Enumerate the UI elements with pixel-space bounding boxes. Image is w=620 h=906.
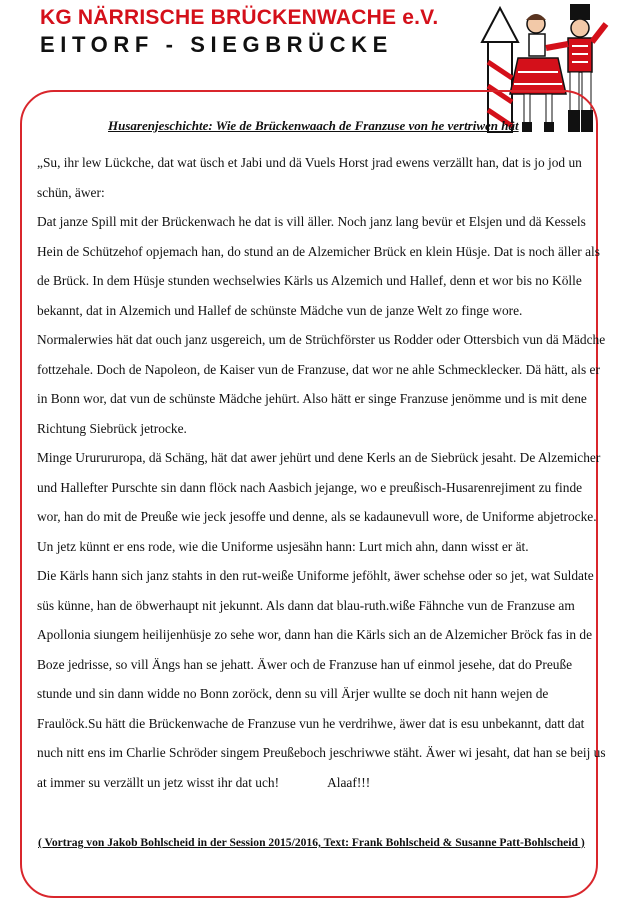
text-line: Die Kärls hann sich janz stahts in den rut-weiße Uniforme jeföhlt, äwer schehse oder so jet, wat Suldate — [37, 568, 594, 583]
text-line: Dat janze Spill mit der Brückenwach he dat is vill äller. Noch janz lang bevür et Elsjen und dä Kessels — [37, 214, 586, 229]
text-line: de Brück. In dem Hüsje stunden wechselwies Kärls us Alzemich und Hallef, denn et wor bis no Kölle — [37, 273, 582, 288]
text-line-final — [37, 768, 585, 798]
club-name: KG NÄRRISCHE BRÜCKENWACHE e.V. — [40, 6, 439, 29]
text-line: Apollonia siungem heilijenhüsje zo sehe wor, dann han die Kärls sich an de Alzemicher Bröck fas in de — [37, 627, 593, 642]
text-line: Hein de Schützehof opjemach han, do stund an de Alzemicher Brück en klein Hüsje. Dat is noch äller als — [37, 243, 600, 259]
text-line: Un jetz künnt er ens rode, wie die Uniforme usjesähn hann: Lurt mich ahn, dann wisst er ät. — [37, 538, 529, 554]
text-line: und Hallefter Purschte sin dann flöck nach Aasbich jejange, wo e preußisch-Husarenrejiment zu finde — [37, 479, 583, 495]
text-line: bekannt, dat in Alzemich und Hallef de schünste Mädche vun de janze Welt zo finge wore. — [37, 302, 523, 318]
text-line: in Bonn wor, dat vun de schünste Mädche jehürt. Also hätt er singe Franzuse jenömme und is mit dene — [37, 391, 587, 406]
text-line: schün, äwer: — [37, 184, 105, 200]
club-location: EITORF - SIEGBRÜCKE — [40, 32, 393, 57]
credits-footer: ( Vortrag von Jakob Bohlscheid in der Session 2015/2016, Text: Frank Bohlscheid & Susanne Patt-Bohlscheid ) — [38, 836, 585, 849]
closing-cheer: Alaaf!!! — [327, 774, 371, 790]
document-title: Husarenjeschichte: Wie de Brückenwaach de Franzuse von he vertriwen hät — [108, 118, 519, 133]
text-line: fottzehale. Doch de Napoleon, de Kaiser vun de Franzuse, dat wor ne ahle Schmecklecker. Dä hätt, als er — [37, 361, 600, 377]
text-line: stunde und sin dann widde no Bonn zoröck, denn su vill Ärjer wullte se doch nit hann wejen de — [37, 686, 549, 701]
document-body — [37, 148, 606, 797]
text-line: wor, han do mit de Preuße wie jeck jesoffe und denne, als se kadaunevull wore, de Uniforme abjetrocke. — [37, 509, 597, 524]
text-line: Minge Ururururopa, dä Schäng, hät dat awer jehürt und dene Kerls an de Siebrück jesaht. De Alzemicher — [37, 450, 601, 465]
text-line: Boze jedrisse, so vill Ängs han se jehatt. Äwer och de Franzuse han uf einmol jesehe, dat do Preuße — [37, 656, 573, 672]
text-line: Fraulöck.Su hätt die Brückenwache de Franzuse vun he verdrihwe, äwer dat is esu unbekannt, datt dat — [37, 715, 585, 731]
text-line: at immer su verzällt un jetz wisst ihr dat uch! — [37, 774, 280, 790]
text-line: Normalerwies hät dat ouch janz usgereich, um de Strüchförster us Rodder oder Ottersbich vun dä Mädche — [37, 332, 606, 347]
text-line: nuch nitt ens im Charlie Schröder singem Preußeboch jeschriwwe stäht. Äwer wi jesaht, dat han se beij us — [37, 745, 606, 760]
text-line: süs künne, han de öbwerhaupt nit jekunnt. Als dann dat blau-ruth.wiße Fähnche vun de Franzuse am — [37, 597, 575, 613]
text-line: „Su, ihr lew Lückche, dat wat üsch et Jabi und dä Vuels Horst jrad ewens verzällt han, dat is jo jod un — [37, 155, 582, 170]
text-line: Richtung Siebrück jetrocke. — [37, 420, 187, 436]
